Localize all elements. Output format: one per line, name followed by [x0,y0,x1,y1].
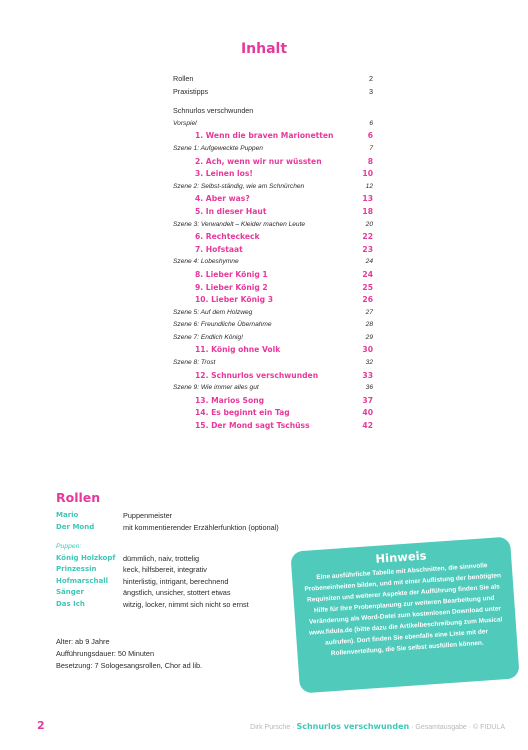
toc-label: Szene 7: Endlich König! [173,333,244,341]
toc-page: 10 [362,169,373,179]
toc-label: 13. Marios Song [195,395,265,405]
role-name: Mario [56,511,79,519]
role-description: hinterlistig, intrigant, berechnend [123,576,229,586]
toc-song-entry [173,193,373,206]
footer-rest: · Gesamtausgabe · © FIDULA [409,724,505,731]
role-name: Das Ich [56,599,85,608]
toc-label: 2. Ach, wenn wir nur wüssten [195,156,322,166]
toc-page: 20 [365,220,373,228]
toc-page: 6 [369,119,373,127]
toc-page: 32 [365,359,373,367]
toc-song-entry [173,344,373,357]
toc-page: 36 [365,384,373,392]
toc-label: Szene 5: Auf dem Holzweg [173,308,253,316]
toc-label: Szene 9: Wie immer alles gut [173,384,259,392]
toc-page: 24 [362,269,373,279]
toc-label: 5. In dieser Haut [195,206,267,216]
hinweis-text: Eine ausführliche Tabelle mit Abschnitten, die sinnvolle Probeneinheiten bilden, und mit einer Auflistung der benötigten Requisiten und weiterer Aspekte der Aufführung finden Sie als Hilfe für Ihre Probenplanung zur weiteren Bearbeitung und Veränderung als Word-Datei zum kostenlosen Download unter www.fidula.de (bitte dazu die Artikelbeschreibung zum Musical aufrufen). Dort finden Sie ebenfalls eine Liste mit der Rollenverteilung, die Sie selbst ausfüllen können. [304,562,503,658]
role-description: dümmlich, naiv, trottelig [123,553,200,563]
footer-author: Dirk Pursche · [250,724,297,731]
toc-song-entry [173,407,373,420]
toc-label: 3. Leinen los! [195,169,253,179]
toc-song-entry [173,130,373,143]
toc-label: 15. Der Mond sagt Tschüss [195,421,310,431]
cast-info: Besetzung: 7 Sologesangsrollen, Chor ad lib. [56,661,203,670]
toc-scene-entry [173,256,373,269]
toc-page: 33 [362,370,373,380]
toc-song-entry [173,244,373,257]
toc-page: 27 [365,308,373,316]
toc-page: 28 [365,321,373,329]
toc-page: 24 [365,258,373,266]
toc-page: 42 [362,421,373,431]
table-of-contents [173,73,373,433]
toc-page: 23 [362,244,373,254]
toc-entry [173,86,373,99]
toc-scene-entry [173,307,373,320]
toc-page: 2 [369,74,373,83]
page-number: 2 [37,719,45,732]
age-info: Alter: ab 9 Jahre [56,637,110,646]
toc-label: 1. Wenn die braven Marionetten [195,131,334,141]
toc-label: Schnurlos verschwunden [173,106,254,116]
toc-scene-entry [173,319,373,332]
footer-text [250,722,505,731]
toc-label: 10. Lieber König 3 [195,295,274,305]
toc-page: 26 [362,295,373,305]
hinweis-box [290,536,519,693]
toc-label: 14. Es beginnt ein Tag [195,408,290,418]
toc-page: 6 [367,131,373,141]
role-description: ängstlich, unsicher, stottert etwas [123,588,231,597]
roles-spacer [56,533,356,541]
role-row [56,522,356,534]
toc-song-entry [173,269,373,282]
role-name: Prinzessin [56,565,97,573]
toc-label: Szene 4: Lobeshymne [173,258,239,266]
footer-brand: Schnurlos verschwunden [296,722,410,731]
toc-song-entry [173,420,373,433]
toc-song-entry [173,156,373,169]
role-name: Hofmarschall [56,576,109,585]
toc-label: 8. Lieber König 1 [195,269,268,279]
toc-label: 4. Aber was? [195,194,250,204]
role-description: keck, hilfsbereit, integrativ [123,565,207,574]
toc-label: 6. Rechteckeck [195,232,260,242]
role-description: mit kommentierender Erzählerfunktion (optional) [123,522,279,532]
toc-scene-entry [173,357,373,370]
production-info [56,636,202,672]
role-row [56,510,356,522]
toc-label: Szene 2: Selbst-ständig, wie am Schnürchen [173,182,305,190]
page-footer [0,719,528,733]
toc-label: Rollen [173,74,194,83]
toc-label: Szene 6: Freundliche Übernahme [173,321,272,329]
page-title: Inhalt [240,41,288,57]
toc-scene-entry [173,118,373,131]
toc-scene-entry [173,382,373,395]
toc-label: 12. Schnurlos verschwunden [195,370,319,380]
toc-page: 13 [362,194,373,204]
toc-label: 9. Lieber König 2 [195,282,268,292]
toc-page: 30 [362,345,373,355]
toc-page: 22 [362,232,373,242]
toc-label: 7. Hofstaat [195,244,243,254]
toc-song-entry [173,231,373,244]
toc-label: Szene 8: Trost [173,359,216,367]
role-name: Der Mond [56,522,95,531]
toc-song-entry [173,206,373,219]
toc-page: 40 [362,408,373,418]
rollen-heading: Rollen [56,490,101,505]
toc-label: Vorspiel [173,119,197,127]
toc-label: Praxistipps [173,86,209,96]
toc-song-entry [173,370,373,383]
toc-page: 25 [362,282,373,292]
duration-info: Aufführungsdauer: 50 Minuten [56,649,155,658]
toc-page: 29 [365,333,373,341]
toc-scene-entry [173,219,373,232]
toc-page: 3 [369,86,373,96]
role-description: Puppenmeister [123,511,173,520]
toc-scene-entry [173,332,373,345]
role-description: witzig, locker, nimmt sich nicht so ernst [123,599,249,609]
toc-page: 37 [362,395,373,405]
toc-song-entry [173,294,373,307]
toc-page: 7 [369,144,373,152]
toc-label: 11. König ohne Volk [195,345,281,355]
role-name: König Holzkopf [56,553,116,562]
toc-page: 8 [367,156,373,166]
toc-song-entry [173,395,373,408]
toc-spacer [173,98,373,105]
toc-label: Szene 1: Aufgeweckte Puppen [173,144,263,152]
toc-song-entry [173,168,373,181]
toc-scene-entry [173,181,373,194]
role-name: Sänger [56,588,84,596]
toc-entry [173,73,373,86]
toc-page: 18 [362,206,373,216]
puppets-label: Puppen: [56,543,82,550]
toc-label: Szene 3: Verwandelt – Kleider machen Leute [173,220,306,228]
toc-entry [173,105,373,118]
toc-scene-entry [173,143,373,156]
toc-song-entry [173,282,373,295]
toc-page: 12 [365,182,373,190]
hinweis-title: Hinweis [375,548,427,566]
